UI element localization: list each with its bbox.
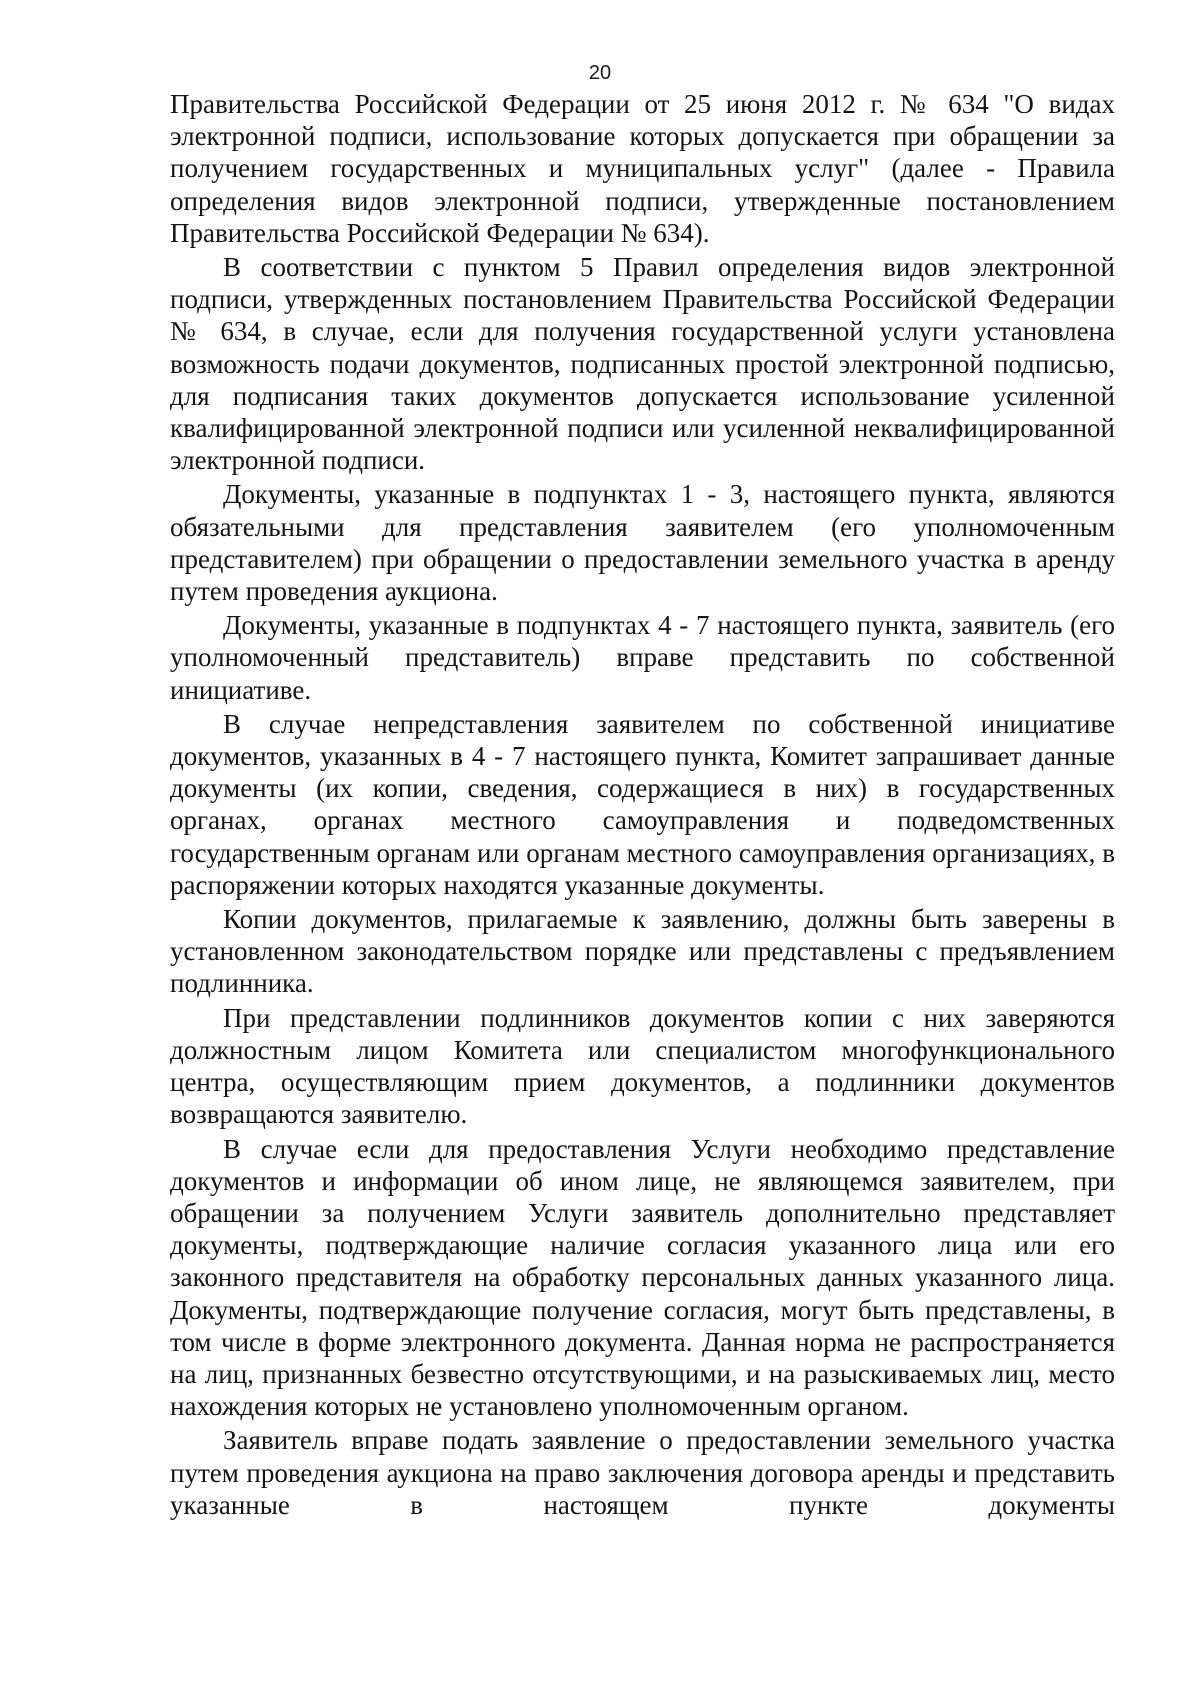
paragraph: Документы, указанные в подпунктах 4 - 7 настоящего пункта, заявитель (его уполномоченный представитель) вправе представить по собственной инициативе. (170, 610, 1115, 705)
paragraph: Копии документов, прилагаемые к заявлению, должны быть заверены в установленном законодательством порядке или представлены с предъявлением подлинника. (170, 904, 1115, 999)
paragraph: В соответствии с пунктом 5 Правил определения видов электронной подписи, утвержденных постановлением Правительства Российской Федерации № 634, в случае, если для получения государственной услуги установлена возможность подачи документов, подписанных простой электронной подписью, для подписания таких документов допускается использование усиленной квалифицированной электронной подписи или усиленной неквалифицированной электронной подписи. (170, 252, 1115, 476)
paragraph: Документы, указанные в подпунктах 1 - 3, настоящего пункта, являются обязательными для представления заявителем (его уполномоченным представителем) при обращении о предоставлении земельного участка в аренду путем проведения аукциона. (170, 479, 1115, 607)
paragraph: При представлении подлинников документов копии с них заверяются должностным лицом Комитета или специалистом многофункционального центра, осуществляющим прием документов, а подлинники документов возвращаются заявителю. (170, 1002, 1115, 1130)
document-body (170, 88, 1115, 1523)
page-number: 20 (588, 62, 612, 84)
paragraph: В случае непредставления заявителем по собственной инициативе документов, указанных в 4 - 7 настоящего пункта, Комитет запрашивает данные документы (их копии, сведения, содержащиеся в них) в государственных органах, органах местного самоуправления и подведомственных государственным органам или органам местного самоуправления организациях, в распоряжении которых находятся указанные документы. (170, 708, 1115, 900)
paragraph: Заявитель вправе подать заявление о предоставлении земельного участка путем проведения аукциона на право заключения договора аренды и представить указанные в настоящем пункте документы (170, 1425, 1115, 1520)
paragraph: В случае если для предоставления Услуги необходимо представление документов и информации об ином лице, не являющемся заявителем, при обращении за получением Услуги заявитель дополнительно представляет документы, подтверждающие наличие согласия указанного лица или его законного представителя на обработку персональных данных указанного лица. Документы, подтверждающие получение согласия, могут быть представлены, в том числе в форме электронного документа. Данная норма не распространяется на лиц, признанных безвестно отсутствующими, и на разыскиваемых лиц, место нахождения которых не установлено уполномоченным органом. (170, 1133, 1115, 1422)
paragraph: Правительства Российской Федерации от 25 июня 2012 г. № 634 "О видах электронной подписи, использование которых допускается при обращении за получением государственных и муниципальных услуг" (далее - Правила определения видов электронной подписи, утвержденные постановлением Правительства Российской Федерации № 634). (170, 89, 1115, 248)
